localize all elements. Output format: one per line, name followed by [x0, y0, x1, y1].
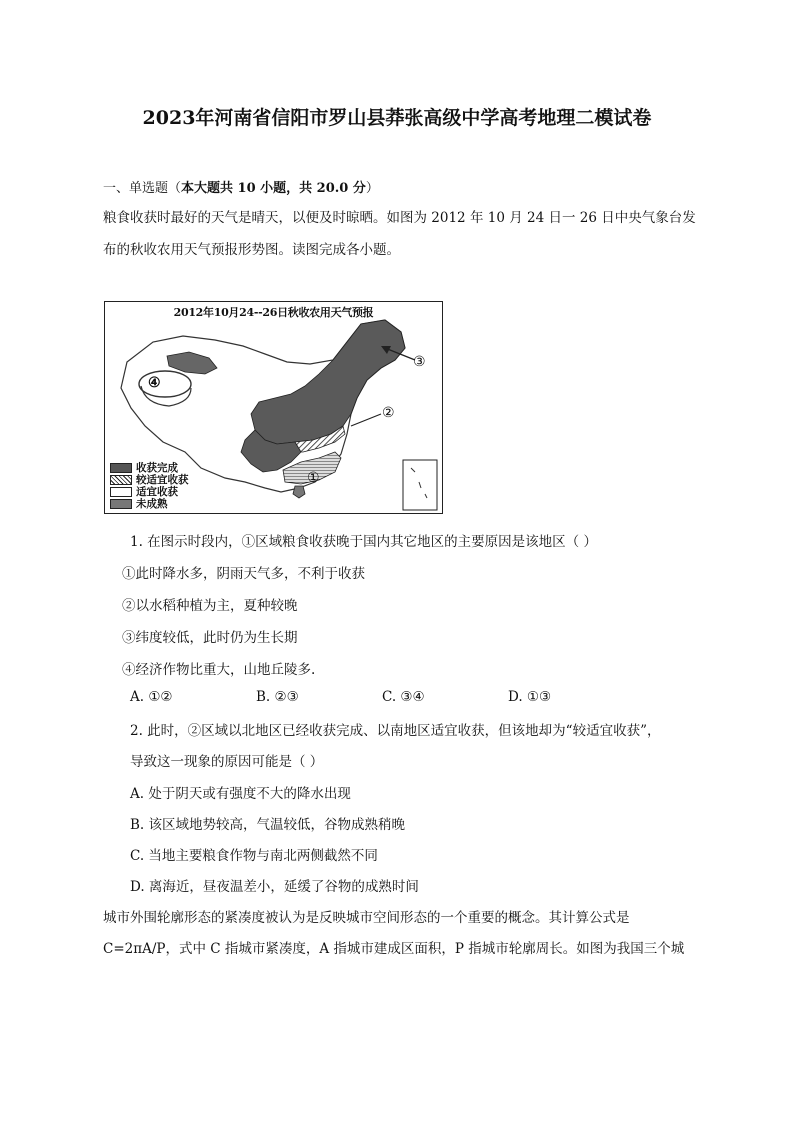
q1-option-b: B. ②③ [256, 689, 299, 705]
q1-statement: ②以水稻种植为主，夏种较晚 [122, 598, 298, 614]
intro-line-1: 粮食收获时最好的天气是晴天，以便及时晾晒。如图为 2012 年 10 月 24 日一 26 日中央气象台发 [103, 210, 696, 226]
intro-line-2: 布的秋收农用天气预报形势图。读图完成各小题。 [103, 242, 400, 258]
q2-option-a: A. 处于阴天或有强度不大的降水出现 [130, 786, 351, 802]
legend-item: 较适宜收获 [110, 474, 189, 486]
question-2-stem-cont: 导致这一现象的原因可能是（ ） [130, 754, 324, 770]
q1-options [130, 689, 690, 705]
marker-1: ① [307, 470, 320, 486]
legend-item: 适宜收获 [110, 486, 189, 498]
section-heading: 一、单选题（本大题共 10 小题，共 20.0 分） [103, 181, 379, 196]
marker-3: ③ [413, 354, 426, 370]
q1-statement: ①此时降水多，阴雨天气多，不利于收获 [122, 566, 365, 582]
q1-option-a: A. ①② [130, 689, 173, 705]
question-1-stem: 1. 在图示时段内，①区域粮食收获晚于国内其它地区的主要原因是该地区（ ） [130, 534, 597, 550]
outro-line-1: 城市外围轮廓形态的紧凑度被认为是反映城市空间形态的一个重要的概念。其计算公式是 [103, 910, 630, 926]
weather-forecast-map [104, 301, 443, 514]
q1-statement: ③纬度较低，此时仍为生长期 [122, 630, 298, 646]
map-title: 2012年10月24--26日秋收农用天气预报 [173, 306, 374, 319]
q2-option-d: D. 离海近，昼夜温差小，延缓了谷物的成熟时间 [130, 879, 419, 895]
marker-2: ② [382, 405, 395, 421]
outro-line-2: C=2πA/P，式中 C 指城市紧凑度，A 指城市建成区面积，P 指城市轮廓周长。如图为我国三个城 [103, 941, 685, 957]
q1-statement: ④经济作物比重大，山地丘陵多. [122, 662, 316, 678]
map-legend [110, 462, 189, 510]
q2-option-b: B. 该区域地势较高，气温较低，谷物成熟稍晚 [130, 817, 406, 833]
legend-item: 收获完成 [110, 462, 189, 474]
page-title: 2023年河南省信阳市罗山县莽张高级中学高考地理二模试卷 [142, 107, 652, 129]
marker-4: ④ [148, 375, 161, 391]
q1-option-c: C. ③④ [382, 689, 425, 705]
q1-option-d: D. ①③ [508, 689, 552, 705]
q2-option-c: C. 当地主要粮食作物与南北两侧截然不同 [130, 848, 378, 864]
legend-item: 未成熟 [110, 498, 189, 510]
question-2-stem: 2. 此时，②区域以北地区已经收获完成、以南地区适宜收获，但该地却为“较适宜收获”， [130, 723, 661, 739]
